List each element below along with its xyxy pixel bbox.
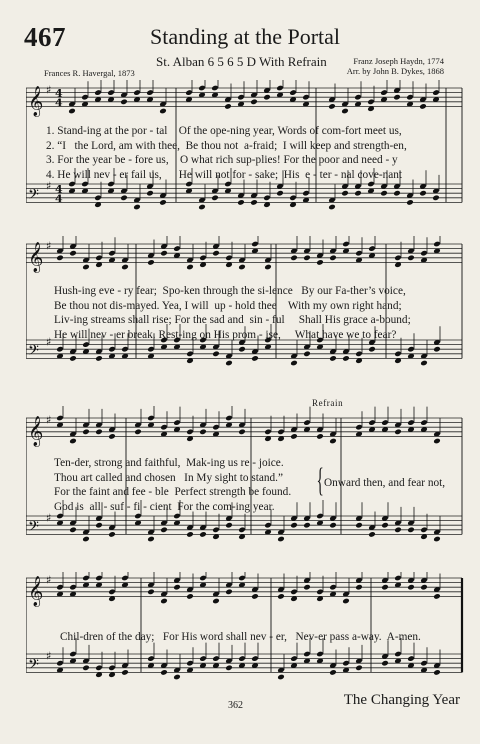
svg-text:♯: ♯ — [46, 179, 52, 193]
lyric-line: Be thou not dis-mayed. Yea, I will up - hold thee With my own right hand; — [54, 299, 402, 312]
hymn-title: Standing at the Portal — [149, 24, 341, 49]
svg-text:𝄢: 𝄢 — [28, 518, 39, 539]
lyrics-system-4 — [60, 630, 421, 645]
tune-line: St. Alban 6 5 6 5 D With Refrain — [156, 54, 327, 69]
arranger-credit: Arr. by John B. Dykes, 1868 — [346, 66, 444, 76]
svg-text:♯: ♯ — [46, 413, 52, 427]
lyric-line: Ten-der, strong and faithful, Mak-ing us re - joice. — [54, 457, 284, 469]
svg-text:4: 4 — [55, 87, 63, 101]
lyric-line: 1. Stand-ing at the por - tal Of the ope-ning year, Words of com-fort meet us, — [46, 125, 402, 137]
svg-text:4: 4 — [55, 183, 63, 197]
author-credit: Frances R. Havergal, 1873 — [44, 68, 135, 78]
svg-text:𝄞: 𝄞 — [28, 576, 44, 607]
svg-text:𝄢: 𝄢 — [28, 186, 39, 207]
svg-text:𝄞: 𝄞 — [28, 242, 44, 273]
page-number: 362 — [228, 700, 243, 711]
lyric-line: 2. “I the Lord, am with thee, Be thou not a-fraid; I will keep and strength-en, — [46, 139, 407, 152]
lyrics-system-3 — [54, 456, 291, 514]
refrain-text: Onward then, and fear not, — [324, 477, 446, 489]
lyric-line: He will nev - er break. Rest-ing on His prom - ise, What have we to fear? — [54, 328, 397, 341]
lyric-line: Chil-dren of the day; For His word shall nev - er, Nev-er pass a-way. A-men. — [60, 631, 421, 643]
svg-text:♯: ♯ — [46, 511, 52, 525]
section-title: The Changing Year — [343, 692, 460, 708]
svg-text:♯: ♯ — [46, 649, 52, 663]
lyric-line: 4. He will nev - er fail us, He will not for - sake; His e - ter - nal cove-nant — [46, 168, 403, 181]
lyric-line: For the faint and fee - ble Perfect strength be found. — [54, 486, 292, 498]
refrain-brace: { — [316, 462, 324, 499]
svg-text:𝄞: 𝄞 — [28, 416, 44, 447]
lyrics-system-1 — [46, 124, 407, 182]
lyric-line: Thou art called and chosen In My sight to stand.” — [54, 471, 284, 484]
svg-text:♯: ♯ — [46, 239, 52, 253]
refrain-label: Refrain — [312, 398, 344, 408]
hymn-number: 467 — [24, 22, 66, 52]
svg-text:𝄢: 𝄢 — [28, 342, 39, 363]
svg-text:4: 4 — [55, 96, 63, 110]
svg-text:♯: ♯ — [46, 573, 52, 587]
lyrics-system-2 — [54, 284, 411, 342]
svg-text:𝄢: 𝄢 — [28, 656, 39, 677]
svg-text:𝄞: 𝄞 — [28, 86, 44, 117]
svg-text:♯: ♯ — [46, 83, 52, 97]
lyric-line: Liv-ing streams shall rise; For the sad and sin - ful Shall His grace a-bound; — [54, 314, 411, 326]
composer-credit: Franz Joseph Haydn, 1774 — [353, 56, 444, 66]
svg-text:4: 4 — [55, 192, 63, 206]
lyric-line: Hush-ing eve - ry fear; Spo-ken through the si-lence By our Fa-ther’s voice, — [54, 285, 406, 297]
lyric-line: God is all - suf - fi - cient For the com-ing year. — [54, 500, 275, 513]
lyric-line: 3. For the year be - fore us, O what rich sup-plies! For the poor and need - y — [46, 154, 398, 166]
svg-text:♯: ♯ — [46, 335, 52, 349]
